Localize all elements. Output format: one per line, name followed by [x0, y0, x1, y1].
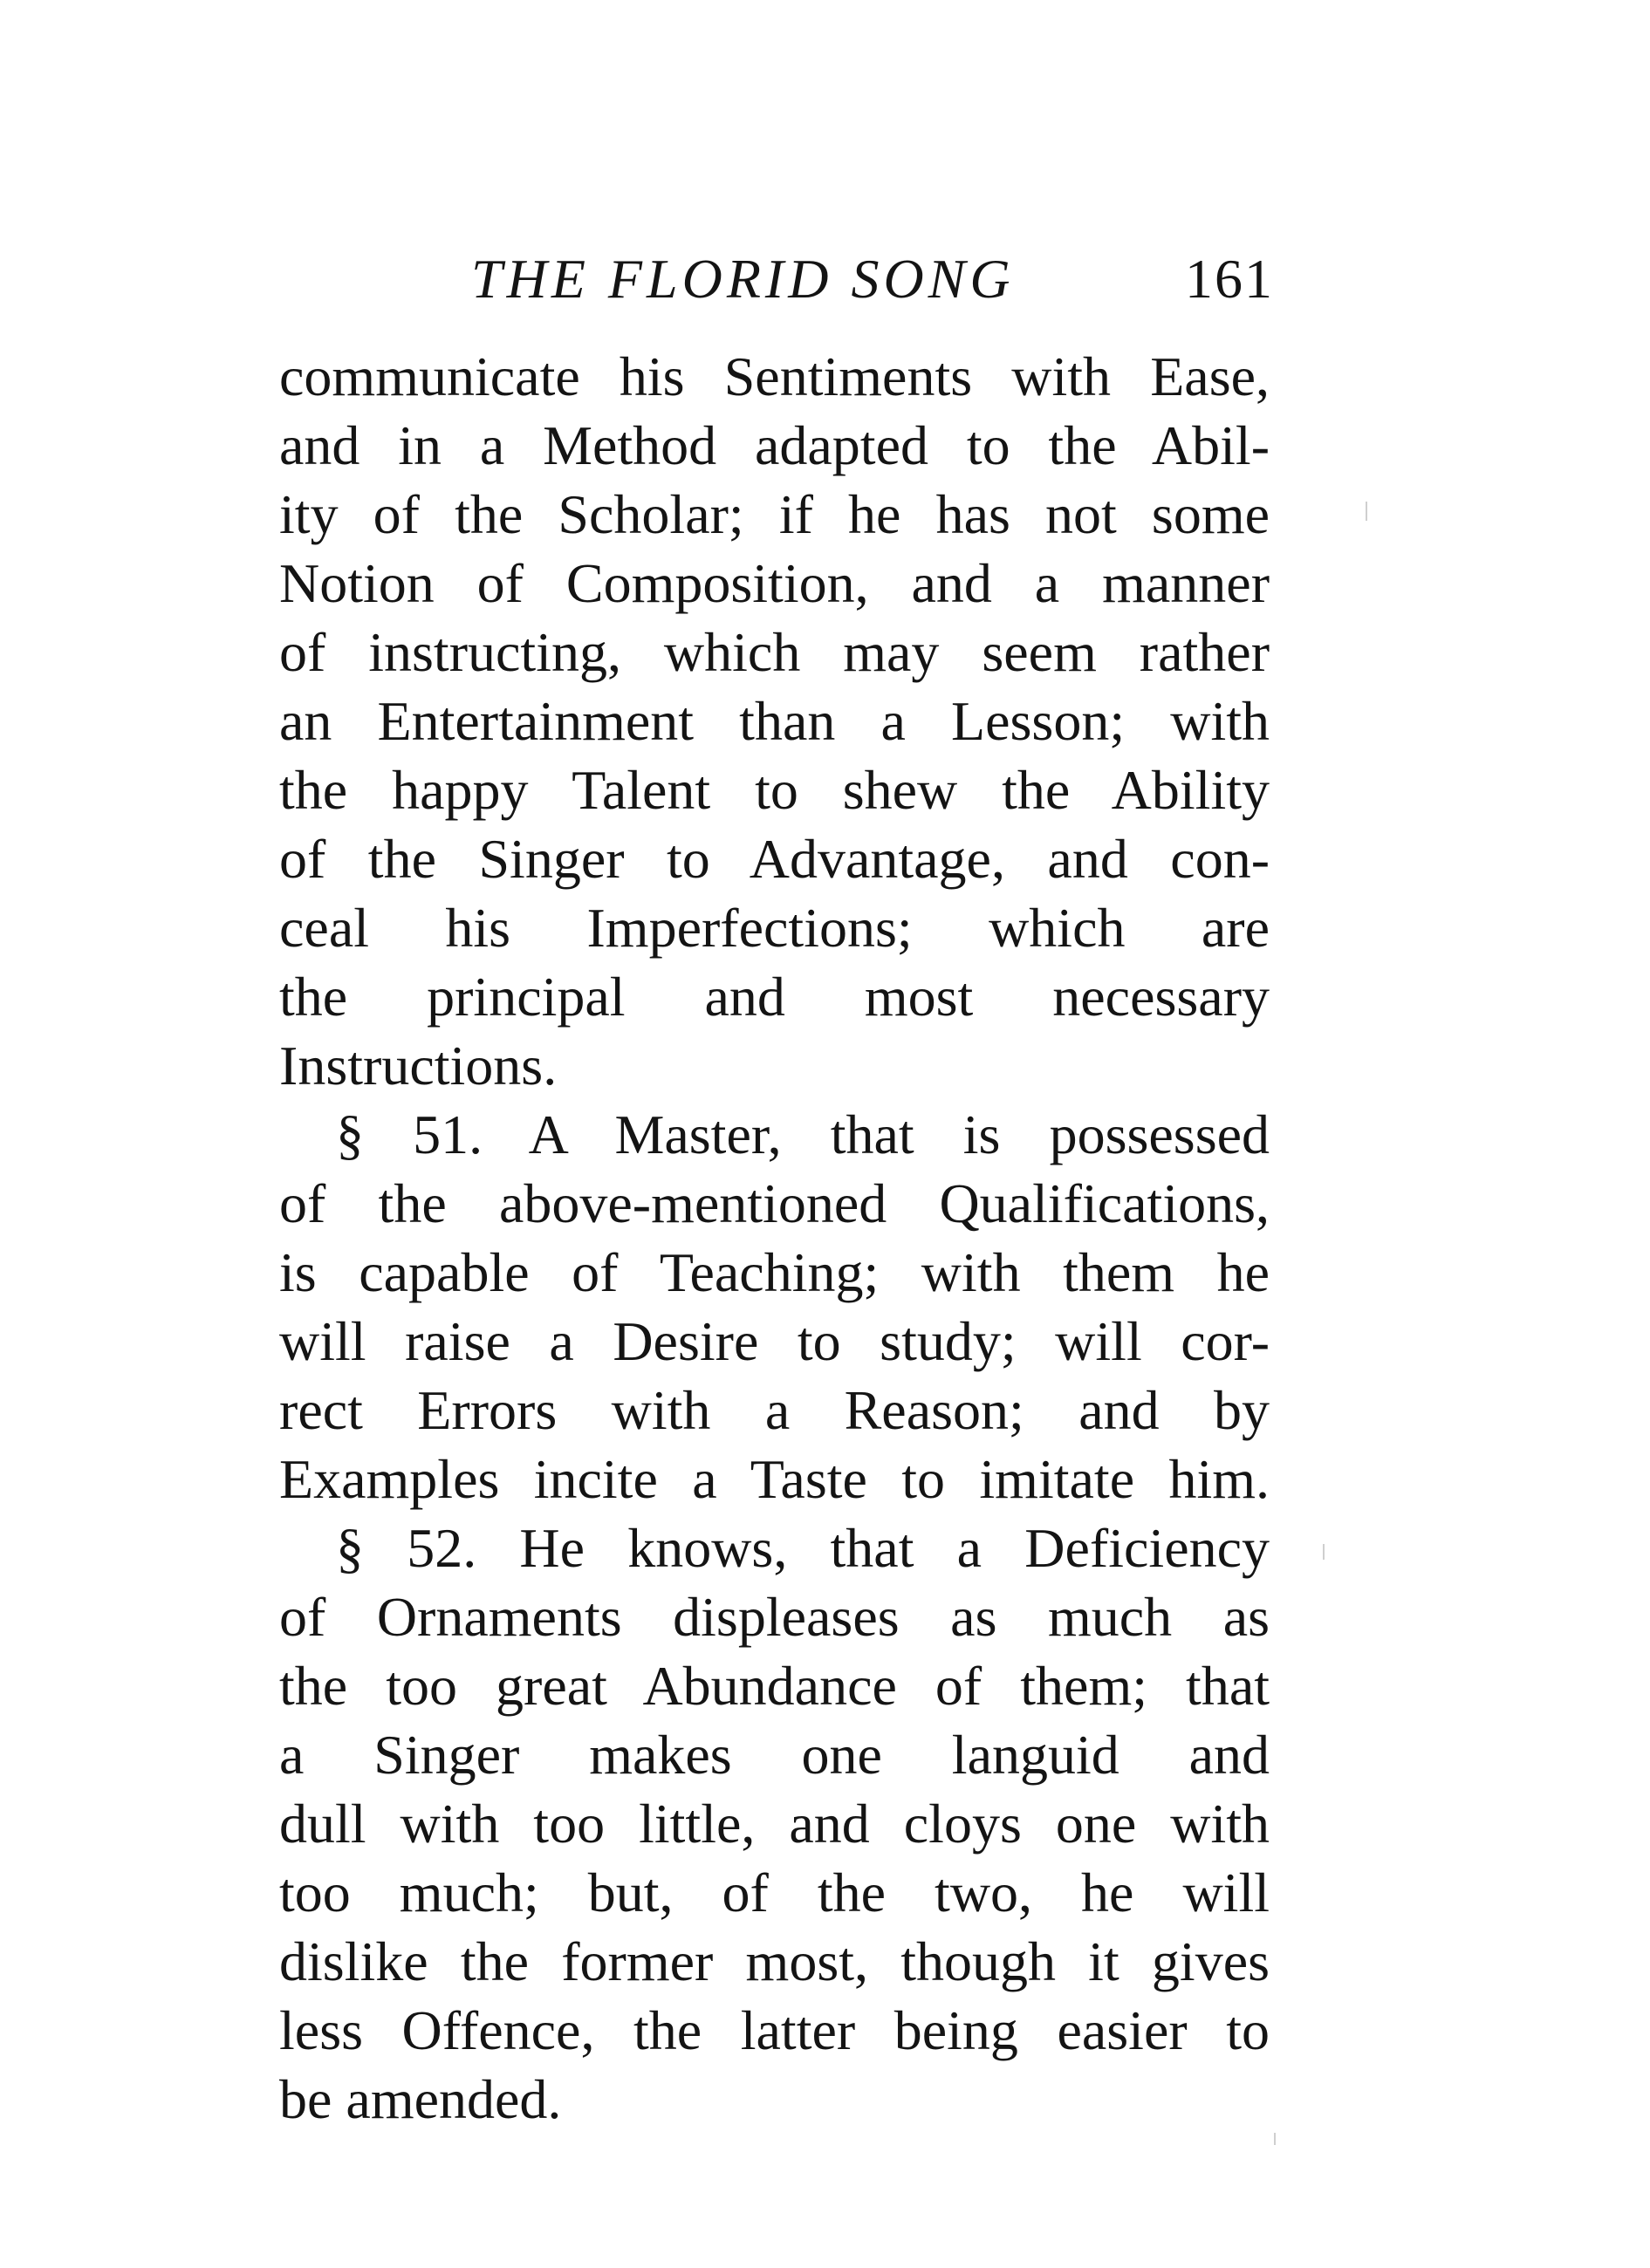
text-line: an Entertainment than a Lesson; with [279, 690, 1270, 752]
text-line: be amended. [279, 2068, 562, 2130]
text-line: dull with too little, and cloys one with [279, 1793, 1270, 1855]
running-title: THE FLORID SONG [471, 248, 1015, 310]
text-line: a Singer makes one languid and [279, 1724, 1270, 1786]
page-speck [1274, 2133, 1276, 2145]
section-52-line: § 52. He knows, that a Deficiency [336, 1517, 1270, 1579]
text-line: ceal his Imperfections; which are [279, 897, 1270, 959]
text-line: the principal and most necessary [279, 966, 1270, 1028]
text-line: of the Singer to Advantage, and con- [279, 828, 1270, 890]
text-line: Examples incite a Taste to imitate him. [279, 1448, 1270, 1510]
text-line: less Offence, the latter being easier to [279, 1999, 1270, 2061]
body-text [279, 342, 1270, 2134]
text-line: Notion of Composition, and a manner [279, 552, 1270, 614]
text-line: the happy Talent to shew the Ability [279, 759, 1270, 821]
text-line: and in a Method adapted to the Abil- [279, 414, 1270, 476]
text-line: dislike the former most, though it gives [279, 1930, 1270, 1992]
text-line: rect Errors with a Reason; and by [279, 1379, 1270, 1441]
text-line: the too great Abundance of them; that [279, 1655, 1270, 1717]
text-line: too much; but, of the two, he will [279, 1862, 1270, 1923]
page-speck [1323, 1544, 1325, 1560]
page-speck [1366, 502, 1367, 521]
text-line: is capable of Teaching; with them he [279, 1241, 1270, 1303]
text-line: of the above-mentioned Qualifications, [279, 1172, 1270, 1234]
text-line: communicate his Sentiments with Ease, [279, 345, 1270, 407]
text-line: will raise a Desire to study; will cor- [279, 1310, 1270, 1372]
section-51-line: § 51. A Master, that is possessed [336, 1103, 1270, 1165]
text-line: ity of the Scholar; if he has not some [279, 483, 1270, 545]
text-line: of instructing, which may seem rather [279, 621, 1270, 683]
text-line: Instructions. [279, 1035, 558, 1096]
text-line: of Ornaments displeases as much as [279, 1586, 1270, 1648]
page-number: 161 [1185, 248, 1274, 310]
running-head [454, 240, 1274, 318]
